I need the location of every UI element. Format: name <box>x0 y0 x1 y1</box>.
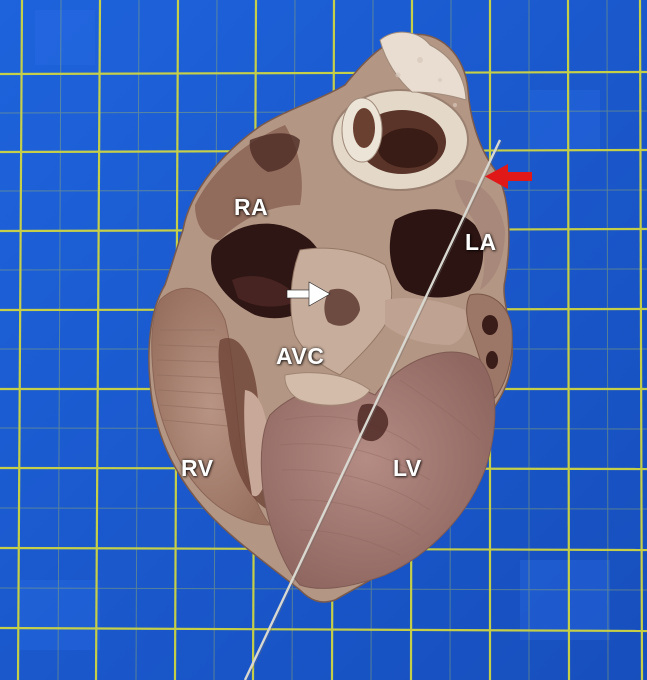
appendage-hole <box>482 315 498 335</box>
vessel-stump-lumen <box>353 108 375 148</box>
label-left-atrium: LA <box>465 229 497 255</box>
label-right-atrium: RA <box>234 194 269 220</box>
appendage-hole-2 <box>486 351 498 369</box>
label-right-ventricle: RV <box>181 455 214 481</box>
label-av-canal: AVC <box>276 343 325 369</box>
aorta-lumen-inner <box>378 128 438 168</box>
label-left-ventricle: LV <box>393 455 422 481</box>
